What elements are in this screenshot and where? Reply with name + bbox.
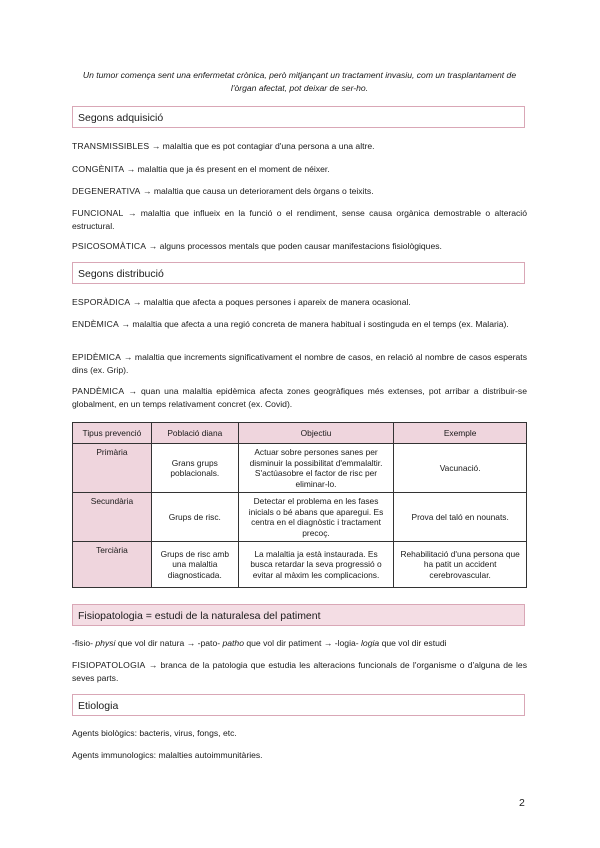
definition-pandemica: PANDÈMICA → quan una malaltia epidèmica afecta zones geogràfiques més extenses, pot arribar a distribuir-se globalment, en un temps relativament concret (ex. Covid).	[72, 386, 527, 409]
table-header-cell: Tipus prevenció	[73, 423, 152, 444]
table-header-row	[73, 423, 527, 444]
table-cell: Vacunació.	[394, 444, 527, 493]
etiologia-item: Agents biològics: bacteris, virus, fongs, etc.	[72, 728, 237, 738]
definition-esporadica: ESPORÀDICA → malaltia que afecta a poques persones i apareix de manera ocasional.	[72, 297, 411, 307]
table-cell: La malaltia ja està instaurada. Es busca retardar la seva progressió o evitar al màxim les complicacions.	[238, 542, 394, 588]
definition-epidemica: EPIDÈMICA → malaltia que increments significativament el nombre de casos, en relació al nombre de casos esperats dins (ex. Grip).	[72, 352, 527, 375]
prevention-table	[72, 422, 527, 588]
definition-degenerativa: DEGENERATIVA → malaltia que causa un deteriorament dels òrgans o teixits.	[72, 186, 374, 196]
etymology-line: -fisio- physi que vol dir natura → -pato- patho que vol dir patiment → -logia- logia que vol dir estudi	[72, 638, 447, 648]
table-cell-type: Primària	[73, 444, 152, 493]
section-heading-distribucio: Segons distribució	[72, 262, 525, 284]
table-cell: Rehabilitació d'una persona que ha patit un accident cerebrovascular.	[394, 542, 527, 588]
table-header-cell: Objectiu	[238, 423, 394, 444]
section-heading-fisiopatologia: Fisiopatologia = estudi de la naturalesa del patiment	[72, 604, 525, 626]
table-row	[73, 493, 527, 542]
intro-paragraph: Un tumor comença sent una enfermetat crònica, però mitjançant un tractament invasiu, com un trasplantament de l'òrgan afectat, pot deixar de ser-ho.	[82, 70, 517, 93]
definition-fisiopatologia: FISIOPATOLOGIA → branca de la patologia que estudia les alteracions funcionals de l'organisme o d'alguna de les seves parts.	[72, 660, 527, 683]
definition-transmissibles: TRANSMISSIBLES → malaltia que es pot contagiar d'una persona a una altre.	[72, 141, 375, 151]
table-header-cell: Exemple	[394, 423, 527, 444]
page-number: 2	[519, 797, 525, 809]
table-row	[73, 444, 527, 493]
table-cell: Grans grups poblacionals.	[151, 444, 238, 493]
table-header-cell: Població diana	[151, 423, 238, 444]
definition-endemica: ENDÈMICA → malaltia que afecta a una regió concreta de manera habitual i sostinguda en el temps (ex. Malaria).	[72, 319, 509, 329]
section-heading-adquisicio: Segons adquisició	[72, 106, 525, 128]
table-cell: Grups de risc amb una malaltia diagnosticada.	[151, 542, 238, 588]
table-row	[73, 542, 527, 588]
definition-funcional: FUNCIONAL → malaltia que influeix en la funció o el rendiment, sense causa orgànica demostrable o alteració estructural.	[72, 208, 527, 231]
table-cell: Actuar sobre persones sanes per disminuir la possibilitat d'emmalaltir. S'actúasobre el factor de risc per eliminar-lo.	[238, 444, 394, 493]
table-cell: Grups de risc.	[151, 493, 238, 542]
definition-psicosomatica: PSICOSOMÀTICA → alguns processos mentals que poden causar manifestacions fisiològiques.	[72, 241, 442, 251]
table-cell: Detectar el problema en les fases inicials o bé abans que aparegui. Es centra en el diagnòstic i tractament precoç.	[238, 493, 394, 542]
section-heading-etiologia: Etiologia	[72, 694, 525, 716]
definition-congenita: CONGÈNITA → malaltia que ja és present en el moment de néixer.	[72, 164, 330, 174]
table-cell-type: Secundària	[73, 493, 152, 542]
table-cell-type: Terciària	[73, 542, 152, 588]
etiologia-item: Agents immunologics: malalties autoimmunitàries.	[72, 750, 263, 760]
table-cell: Prova del taló en nounats.	[394, 493, 527, 542]
